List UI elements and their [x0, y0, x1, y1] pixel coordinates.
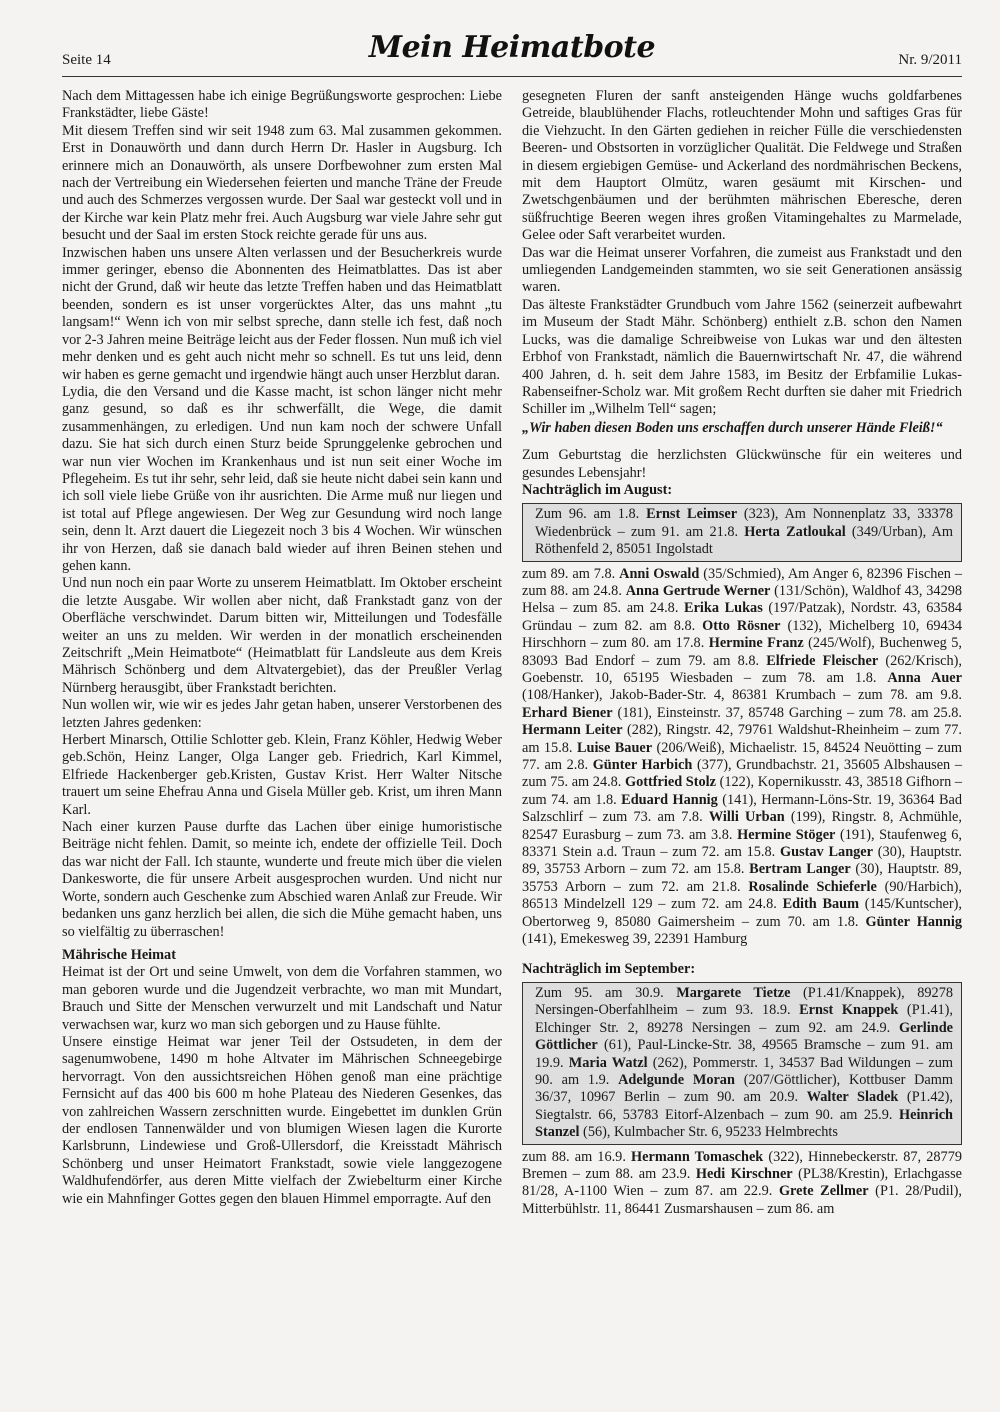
paragraph: Und nun noch ein paar Worte zu unserem Heimatblatt. Im Oktober erscheint die letzte Ausgabe. Wir wollen aber nicht, daß Frankstadt ganz von der Oberfläche verschwindet. Darum bitten wir, Mitteilungen und Todesfälle weiter an uns zu melden. Wir werden in der monatlich erscheinenden Zeitschrift „Mein Heimatbote“ (Heimatblatt für Landsleute aus dem Kreis Mährisch Schönberg und dem Altvatergebiet), das der Preußler Verlag Nürnberg herausgibt, über Frankstadt berichten.: [62, 575, 502, 696]
person-name: Gustav Langer: [780, 844, 873, 861]
person-name: Hermann Leiter: [522, 722, 623, 739]
entry-text: (61), Paul-Lincke-Str. 38, 49565 Bramsche – zum 91. am 19.9.: [535, 1037, 953, 1071]
paragraph: Unsere einstige Heimat war jener Teil der Ostsudeten, in dem der sagenumwobene, 1490 m hohe Altvater im Mährischen Schneegebirge hervorragt. Von den aussichtsreichen Höhen genoß man eine prächtige Fernsicht auf das 400 bis 600 m hohe Plateau des Niederen Gesenkes, das von zahlreichen Wassern zerschnitten wurde. Eingebettet im dunklen Grün der endlosen Tannenwälder und von blumigen Wiesen lagen die Kurorte Karlsbrunn, Lindewiese und Groß-Ullersdorf, die Kreisstadt Mährisch Schönberg und unser Heimatort Frankstadt, sowie viele langgezogene Waldhufendörfer, aus deren Mitte vielfach der Zwiebelturm einer Kirche wie ein Mahnfinger Gottes gegen den blauen Himmel emporragte. Auf den: [62, 1033, 502, 1207]
entry-text: (206/Weiß), Michaelistr. 15, 84524 Neuötting – zum 77. am 2.8.: [522, 739, 962, 774]
person-name: Hedi Kirschner: [695, 1165, 793, 1182]
september-heading: Nachträglich im September:: [522, 960, 696, 977]
paragraph: Lydia, die den Versand und die Kasse macht, ist schon länger nicht mehr ganz gesund, so daß es ihr schwerfällt, die Wege, die damit zusammenhängen, zu erledigen. Und nun kam noch der schwere Unfall dazu. Sie hat sich durch einen Sturz beide Sprunggelenke gebrochen und war nun vier Wochen im Krankenhaus und ist nun seit einer Woche im Pflegeheim. Es tut ihr sehr, sehr leid, daß sie heute nicht dabei sein kann und ich soll viele liebe Grüße von ihr ausrichten. Die Arme muß nur liegen und ist total auf Pflege angewiesen. Der Weg zur Gesundung wird noch lange sein, denn lt. Arzt dauert die Liegezeit noch 3 bis 4 Wochen. Wir wünschen ihr von Herzen, daß sie danach bald wieder auf ihren Beinen stehen und gehen kann.: [62, 383, 502, 574]
entry-text: (P1.42), Siegtalstr. 66, 53783 Eitorf-Alzenbach – zum 90. am 25.9.: [535, 1089, 954, 1123]
entry-text: Zum 95. am 30.9.: [535, 984, 677, 1001]
person-name: Eduard Hannig: [621, 791, 718, 808]
paragraph: gesegneten Fluren der sanft ansteigenden Hänge wuchs goldfarbenes Getreide, blaublühender Flachs, rotleuchtender Mohn und saftiges Gras für die Viehzucht. In den Gärten gediehen in reicher Fülle die verschiedensten Beeren- und Obstsorten in vorzüglicher Qualität. Die Feldwege und Straßen in diesem ergiebigen Gemüse- und Ackerland des nordmährischen Beckens, mit dem Hauptort Olmütz, waren gesäumt mit Kirschen- und Zwetschgenbäumen und der berühmten mährischen Eberesche, deren süßfruchtige Beeren wegen ihres großen Vitamingehaltes zu Marmelade, Gelee oder Saft verarbeitet wurden.: [522, 88, 962, 244]
entry-text: (262), Pommerstr. 1, 34537 Bad Wildungen – zum 90. am 1.9.: [535, 1054, 953, 1088]
entry-text: (245/Wolf), Buchenweg 5, 83093 Bad Endorf – zum 79. am 8.8.: [522, 635, 962, 669]
person-name: Adelgunde Moran: [618, 1071, 735, 1088]
person-name: Maria Watzl: [568, 1054, 648, 1071]
person-name: Grete Zellmer: [778, 1183, 869, 1200]
person-name: Günter Harbich: [592, 757, 693, 774]
entry-text: (P1.41), Elchinger Str. 2, 89278 Nersingen – zum 92. am 24.9.: [535, 1002, 953, 1036]
entry-text: (141), Emekesweg 39, 22391 Hamburg: [522, 931, 748, 948]
entry-text: (35/Schmied), Am Anger 6, 82396 Fischen – zum 88. am 24.8.: [522, 565, 962, 599]
entry-text: (197/Patzak), Nordstr. 43, 63584 Gründau – zum 82. am 8.8.: [522, 600, 962, 634]
entry-text: (132), Michelberg 10, 69434 Hirschhorn – zum 80. am 17.8.: [522, 617, 963, 652]
paragraph: Mit diesem Treffen sind wir seit 1948 zum 63. Mal zusammen gekommen. Erst in Donauwörth und dann durch Herrn Dr. Hasler in Augsburg. Ich erinnere mich an Donauwörth, als unsere Dorfbewohner zum ersten Mal nach der Vertreibung ein Wiedersehen feierten und manche Träne der Freude und auch des Schmerzes vergossen wurde. Der Saal war gesteckt voll und in der Kirche war kein Platz mehr frei. Auch Augsburg war viele Jahre sehr gut besucht und der Saal im ersten Stock reichte gerade für uns aus.: [62, 122, 502, 244]
person-name: Erhard Biener: [522, 704, 613, 721]
birthday-list: [522, 566, 962, 949]
person-name: Erika Lukas: [684, 600, 763, 617]
person-name: Walter Sladek: [806, 1089, 899, 1106]
entry-text: (P1. 28/Pudil), Mitterbühlstr. 11, 86441 Zusmarshausen – zum 86. am: [522, 1183, 962, 1217]
birthday-entries: [535, 506, 953, 558]
entry-text: (30), Hauptstr. 89, 35753 Arborn – zum 72. am 21.8.: [522, 861, 962, 895]
person-name: Margarete Tietze: [676, 984, 791, 1001]
entry-text: (181), Einsteinstr. 37, 85748 Garching – zum 78. am 25.8.: [612, 704, 962, 721]
entry-text: Zum 96. am 1.8.: [535, 506, 647, 523]
paragraph: Nach dem Mittagessen habe ich einige Begrüßungsworte gesprochen: Liebe Frankstädter, liebe Gäste!: [62, 88, 502, 122]
person-name: Rosalinde Schieferle: [748, 878, 877, 895]
section-heading: Mährische Heimat: [62, 946, 176, 963]
schiller-quote: „Wir haben diesen Boden uns erschaffen durch unserer Hände Fleiß!“: [522, 419, 943, 436]
entry-text: (P1.41/Knappek), 89278 Nersingen-Oberfahlheim – zum 93. 18.9.: [535, 984, 953, 1019]
entry-text: (145/Kuntscher), Obertorweg 9, 85080 Gaimersheim – zum 70. am 1.8.: [522, 896, 962, 930]
birthday-entries: [535, 985, 953, 1142]
entry-text: (56), Kulmbacher Str. 6, 95233 Helmbrechts: [579, 1124, 838, 1141]
paragraph: Inzwischen haben uns unsere Alten verlassen und der Besucherkreis wurde immer geringer, ebenso die Abonnenten des Heimatblattes. Das ist aber nicht der Grund, daß wir heute das letzte Treffen haben und das Heimatblatt beenden, sondern es ist unser vorgerücktes Alter, das uns mahnt „tu langsam!“ Wenn ich von mir selbst spreche, dann stelle ich fest, daß noch vor 2-3 Jahren meine Beiträge leicht aus der Feder flossen. Nun muß ich viel mehr denken und es geht auch nicht mehr so schnell. Es tut uns leid, denn wir haben es gerne gemacht und irgendwie hängt auch unser Herzblut daran.: [62, 244, 502, 383]
person-name: Anni Oswald: [619, 565, 700, 582]
person-name: Willi Urban: [708, 809, 785, 826]
paragraph: Herbert Minarsch, Ottilie Schlotter geb. Klein, Franz Köhler, Hedwig Weber geb.Schön, Heinz Langer, Olga Langer geb. Friedrich, Karl Kimmel, Elfriede Hackenberger geb.Kristen, Gustav Krist. Herr Walter Nitsche trauert um seine Ehefrau Anna und Gisela Müller geb. Krist, um ihren Mann Karl.: [62, 732, 502, 818]
entry-text: (122), Kopernikusstr. 43, 38518 Gifhorn – zum 74. am 1.8.: [522, 774, 963, 808]
page-header: [62, 28, 962, 78]
entry-text: (141), Hermann-Löns-Str. 19, 36364 Bad Salzschlirf – zum 73. am 7.8.: [522, 791, 962, 826]
person-name: Gerlinde Göttlicher: [535, 1019, 953, 1054]
person-name: Otto Rösner: [702, 617, 781, 634]
person-name: Hermann Tomaschek: [631, 1148, 764, 1165]
issue-number: Nr. 9/2011: [898, 52, 962, 68]
person-name: Günter Hannig: [865, 913, 962, 930]
person-name: Elfriede Fleischer: [766, 652, 879, 669]
paragraph: Das war die Heimat unserer Vorfahren, die zumeist aus Frankstadt und den umliegenden Landgemeinden stammten, wo sie seit Generationen ansässig waren.: [522, 244, 962, 296]
paragraph: Zum Geburtstag die herzlichsten Glückwünsche für ein weiteres und gesundes Lebensjahr!: [522, 447, 962, 481]
entry-text: (108/Hanker), Jakob-Bader-Str. 4, 86381 Krumbach – zum 78. am 9.8.: [522, 687, 962, 704]
entry-text: (90/Harbich), 86513 Mindelzell 129 – zum 72. am 24.8.: [522, 878, 962, 913]
person-name: Hermine Franz: [708, 635, 804, 652]
entry-text: (322), Hinnebeckerstr. 87, 28779 Bremen – zum 88. am 23.9.: [522, 1148, 962, 1182]
person-name: Luise Bauer: [576, 739, 653, 756]
entry-text: (262/Krisch), Goebenstr. 10, 65195 Wiesbaden – zum 78. am 1.8.: [522, 652, 962, 686]
entry-text: (282), Ringstr. 42, 79761 Waldshut-Rheinheim – zum 77. am 15.8.: [522, 722, 962, 756]
entry-text: (199), Ringstr. 8, Achmühle, 82547 Eurasburg – zum 73. am 3.8.: [522, 809, 962, 843]
person-name: Hermine Stöger: [737, 826, 836, 843]
august-heading: Nachträglich im August:: [522, 481, 673, 498]
august-highlight-box: [522, 503, 962, 561]
entry-text: zum 88. am 16.9.: [522, 1148, 632, 1165]
person-name: Gottfried Stolz: [625, 774, 716, 791]
paragraph: Nach einer kurzen Pause durfte das Lachen über einige humoristische Beiträge nicht fehlen. Damit, so meinte ich, endete der offizielle Teil. Doch das war nicht der Fall. Ich staunte, wunderte und freute mich über die vielen Dankesworte, die für unsere Arbeit ausgesprochen wurden. Und nicht nur Worte, sondern auch Geschenke zum Abschied waren Anlaß zur Freude. Wir bedanken uns ganz herzlich bei allen, die sich die Mühe gemacht haben, uns so vielfältig zu überraschen!: [62, 819, 502, 940]
person-name: Anna Gertrude Werner: [625, 582, 771, 599]
entry-text: zum 89. am 7.8.: [522, 565, 620, 582]
paragraph: Das älteste Frankstädter Grundbuch vom Jahre 1562 (seinerzeit aufbewahrt im Museum der Stadt Mähr. Schönberg) enthielt z.B. schon den Namen Lucks, was die damalige Schreibweise von Lukas war und den ältesten Erbhof von Frankstadt, nämlich die Bauernwirtschaft Nr. 47, die während 400 Jahren, d. h. seit dem Jahre 1583, im Besitz der Erbfamilie Lukas-Rabenseifner-Scholz war. Mit großem Recht durften sie daher mit Friedrich Schiller im „Wilhelm Tell“ sagen;: [522, 296, 962, 418]
header-rule: [62, 76, 962, 77]
september-highlight-box: [522, 982, 962, 1145]
entry-text: (207/Göttlicher), Kottbuser Damm 36/37, 10967 Berlin – zum 90. am 20.9.: [535, 1071, 954, 1106]
person-name: Herta Zatloukal: [744, 523, 846, 540]
left-column: [62, 88, 502, 1208]
person-name: Anna Auer: [887, 670, 962, 686]
masthead-logo: Mein Heimatbote: [368, 30, 656, 65]
birthday-list: [522, 1149, 962, 1219]
entry-text: (131/Schön), Waldhof 43, 34298 Helsa – zum 85. am 24.8.: [522, 582, 963, 617]
entry-text: (191), Staufenweg 6, 83371 Stein a.d. Traun – zum 72. am 15.8.: [522, 826, 963, 861]
person-name: Bertram Langer: [749, 861, 851, 878]
entry-text: (PL38/Krestin), Erlachgasse 81/28, A-1100 Wien – zum 87. am 22.9.: [522, 1165, 963, 1200]
person-name: Heinrich Stanzel: [535, 1106, 953, 1141]
entry-text: (323), Am Nonnenplatz 33, 33378 Wiedenbrück – zum 91. am 21.8.: [535, 506, 954, 540]
person-name: Ernst Leimser: [646, 506, 738, 523]
entry-text: (377), Grundbachstr. 21, 35605 Albshausen – zum 75. am 24.8.: [522, 757, 962, 791]
page-number: Seite 14: [62, 52, 111, 68]
person-name: Ernst Knappek: [799, 1002, 899, 1019]
entry-text: (30), Hauptstr. 89, 35753 Arborn – zum 72. am 15.8.: [522, 844, 962, 878]
paragraph: Nun wollen wir, wie wir es jedes Jahr getan haben, unserer Verstorbenen des letzten Jahres gedenken:: [62, 697, 502, 731]
entry-text: (349/Urban), Am Röthenfeld 2, 85051 Ingolstadt: [535, 523, 953, 558]
paragraph: Heimat ist der Ort und seine Umwelt, von dem die Vorfahren stammen, wo man geboren wurde und die Jugendzeit verbrachte, wo man mit Mundart, Brauch und Sitte der Menschen verwurzelt und mit Landschaft und Natur verwachsen war, kurz wo man sich geborgen und zu Hause fühlte.: [62, 964, 502, 1033]
right-column: [522, 88, 962, 1218]
person-name: Edith Baum: [782, 896, 859, 913]
